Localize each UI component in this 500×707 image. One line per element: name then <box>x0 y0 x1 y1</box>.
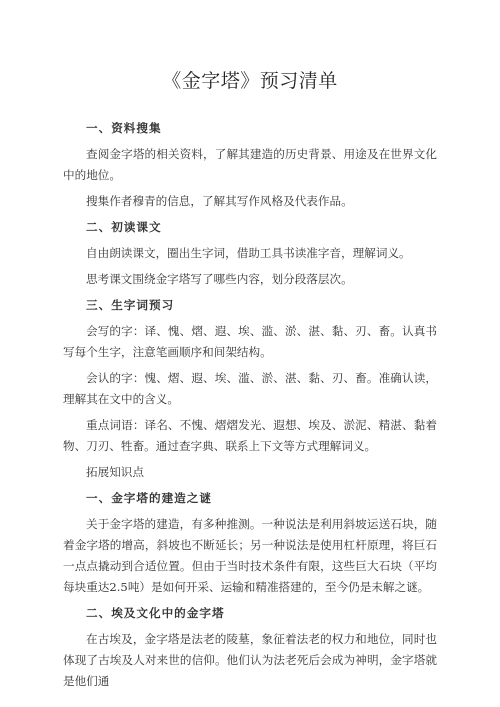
section-heading-vocabulary: 三、生字词预习 <box>86 298 175 312</box>
paragraph: 思考课文围绕金字塔写了哪些内容，划分段落层次。 <box>86 272 353 286</box>
document-body <box>63 118 437 697</box>
paragraph: 自由朗读课文，圈出生字词，借助工具书读准字音，理解词义。 <box>86 246 411 260</box>
section-heading-extension: 拓展知识点 <box>86 465 144 479</box>
paragraph: 查阅金字塔的相关资料，了解其建造的历史背景、用途及在世界文化中的地位。 <box>63 147 437 182</box>
section-heading-construction-mystery: 一、金字塔的建造之谜 <box>86 491 212 505</box>
section-heading-materials: 一、资料搜集 <box>86 121 162 135</box>
paragraph: 搜集作者穆青的信息，了解其写作风格及代表作品。 <box>86 194 353 208</box>
document-title: 《金字塔》预习清单 <box>162 70 338 92</box>
paragraph: 关于金字塔的建造，有多种推测。一种说法是利用斜坡运送石块，随着金字塔的增高，斜坡也不断延长；另一种说法是使用杠杆原理，将巨石一点点撬动到合适位置。但由于当时技术条件有限，这些巨大石块（平均每块重达2.5吨）是如何开采、运输和精准搭建的，至今仍是未解之谜。 <box>63 517 437 594</box>
paragraph: 在古埃及，金字塔是法老的陵墓，象征着法老的权力和地位，同时也体现了古埃及人对来世的信仰。他们认为法老死后会成为神明，金字塔就是他们通 <box>63 632 437 688</box>
paragraph: 会写的字：译、愧、熠、遐、埃、滥、淤、湛、黏、刃、畜。认真书写每个生字，注意笔画顺序和间架结构。 <box>63 324 437 359</box>
paragraph: 重点词语：译名、不愧、熠熠发光、遐想、埃及、淤泥、精湛、黏着物、刀刃、牲畜。通过查字典、联系上下文等方式理解词义。 <box>63 418 437 453</box>
paragraph: 会认的字：愧、熠、遐、埃、滥、淤、湛、黏、刃、畜。准确认读，理解其在文中的含义。 <box>63 371 437 406</box>
section-heading-egyptian-culture: 二、埃及文化中的金字塔 <box>86 606 225 620</box>
section-heading-first-reading: 二、初读课文 <box>86 220 162 234</box>
